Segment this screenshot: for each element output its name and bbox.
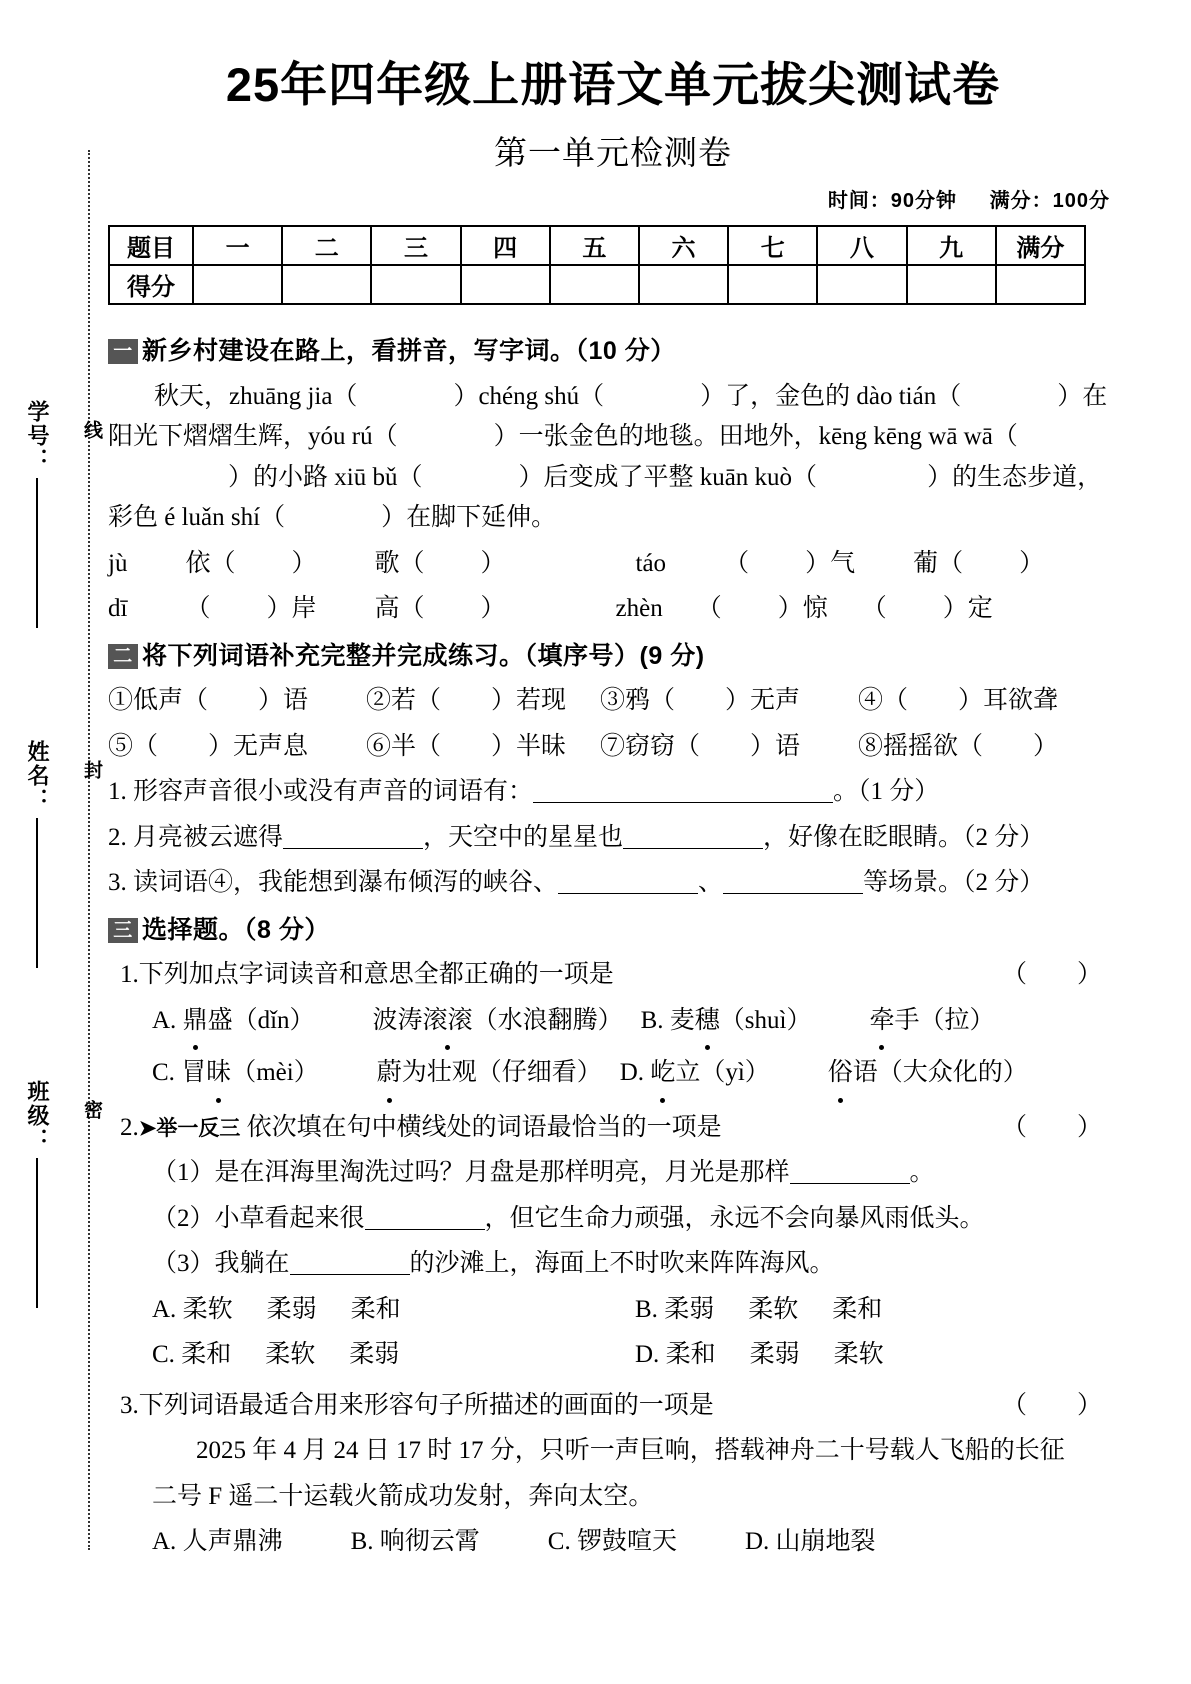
word-gao-pre: 高（ [374,595,425,622]
word-pre: 冒 [181,1059,207,1086]
option-label-d[interactable]: D. [619,1059,645,1086]
idiom-item-3[interactable]: ③鸦（ ）无声 [600,687,801,714]
score-row-label: 题目 [109,226,193,265]
q-number: 3. [108,869,127,896]
answer-blank[interactable] [290,1274,410,1275]
q-text-a: 月亮被云遮得 [133,823,284,851]
field-student-id [22,400,53,628]
total-score-label: 满分：100分 [989,190,1110,212]
section-2-items-row-1 [108,681,1118,722]
q-text: 形容声音很小或没有声音的词语有： [133,778,534,805]
field-class-label: 班级： [25,1080,50,1152]
q-number: 3. [120,1391,139,1419]
sub-text-a: （1）是在洱海里淘洗过吗？月盘是那样明亮，月光是那样 [152,1159,790,1186]
option-d[interactable] [635,1335,1118,1376]
dotted-char: 牵 [869,1001,894,1042]
score-cell[interactable] [550,265,639,304]
option-word: 锣鼓喧天 [576,1528,677,1555]
seal-dotted-line [88,150,90,1550]
option-word-2: 柔弱 [749,1341,800,1368]
option-d-word1 [650,1059,769,1086]
idiom-item-2[interactable]: ②若（ ）若现 [366,687,567,714]
word-post: 语（大众化的） [852,1059,1028,1086]
section-number-3: 三 [108,918,138,943]
dotted-char: 滚滚 [423,1001,473,1042]
word-ge-post: ） [480,549,506,577]
section-2-question-2 [108,818,1118,859]
score-col-6: 六 [639,226,728,265]
dotted-char: 鼎 [183,1001,208,1042]
section-3-question-1 [108,955,1118,996]
answer-blank[interactable] [623,848,763,849]
section-2-items-row-2 [108,727,1118,768]
section-2-question-3 [108,863,1118,904]
pinyin-tao: táo [635,549,667,577]
seal-char-line: 线 [81,420,102,439]
section-points-2: （填序号）(9 分) [524,641,705,670]
option-b[interactable] [635,1290,1118,1331]
q-tail: 。 [833,778,859,805]
word-post: 立（yì） [675,1059,770,1086]
word-post: 手（拉） [894,1006,995,1034]
score-col-9: 九 [907,226,996,265]
option-c[interactable] [152,1335,635,1376]
option-label-d: D. [635,1341,660,1368]
score-col-8: 八 [817,226,906,265]
option-d[interactable] [745,1528,876,1555]
score-cell[interactable] [371,265,460,304]
option-label-b[interactable]: B. [640,1006,664,1034]
field-name-label: 姓名： [25,740,50,812]
answer-blank[interactable] [790,1183,910,1184]
word-pu-pre: 葡（ [913,549,964,577]
score-cell[interactable] [193,265,282,304]
q-text: 依次填在句中横线处的词语最恰当的一项是 [246,1113,722,1141]
para-part: 秋天，zhuāng jia（ [154,382,358,410]
word-ding-pre: （ [861,595,887,622]
idiom-item-6[interactable]: ⑥半（ ）半昧 [366,732,567,760]
option-b-word1 [670,1007,812,1034]
option-b[interactable] [351,1528,480,1555]
para-part: ）在脚下延伸。 [381,504,557,531]
option-word-1: 柔和 [665,1341,716,1368]
section-heading-1 [108,331,1118,372]
score-table [108,225,1086,305]
section-points-1: （10 分） [575,337,676,365]
section-title-1: 新乡村建设在路上，看拼音，写字词。 [142,337,576,365]
section-3-q3-stem-line-1: 2025 年 4 月 24 日 17 时 17 分，只听一声巨响，搭载神舟二十号载人飞船的长征 [196,1437,1065,1464]
dotted-char: 昧 [206,1053,231,1094]
section-3-q3-options [108,1522,1118,1563]
score-col-5: 五 [550,226,639,265]
option-word: 响彻云霄 [379,1528,480,1555]
section-3-q2-options-ab [108,1290,1118,1331]
field-class [22,1080,53,1308]
section-3-question-2 [108,1108,1118,1149]
word-jing-post: ）惊 [777,595,828,622]
q-text: 下列加点字词读音和意思全都正确的一项是 [138,961,614,988]
idiom-item-4[interactable]: ④（ ）耳欲聋 [858,687,1059,714]
idiom-item-5[interactable]: ⑤（ ）无声息 [108,732,309,760]
word-ge-pre: 歌（ [374,549,425,577]
score-cell[interactable] [996,265,1085,304]
score-col-7: 七 [728,226,817,265]
option-label-a: A. [152,1528,177,1555]
option-d-word2 [828,1059,1028,1086]
q-text-a: 读词语④，我能想到瀑布倾泻的峡谷、 [133,869,559,896]
option-a[interactable] [152,1290,635,1331]
q-text: 下列词语最适合用来形容句子所描述的画面的一项是 [138,1391,714,1419]
section-number-2: 二 [108,644,138,669]
word-yi-post: ） [291,549,317,577]
sub-text-a: （3）我躺在 [152,1250,290,1277]
q-points: （2 分） [963,869,1045,896]
section-3-q2-sub-3 [108,1244,1118,1285]
section-1-paragraph [108,377,1118,539]
table-row-scores [109,265,1085,304]
word-pu-post: ） [1019,549,1045,577]
word-an-pre: （ [185,595,211,622]
word-post: （水浪翻腾） [472,1006,623,1034]
section-2-question-1 [108,772,1118,813]
option-word: 山崩地裂 [775,1528,876,1555]
score-cell[interactable] [728,265,817,304]
q-number: 1. [108,778,127,805]
option-b-word2 [869,1007,994,1034]
idiom-item-1[interactable]: ①低声（ ）语 [108,687,309,714]
sub-text-a: （2）小草看起来很 [152,1204,365,1232]
idiom-item-7[interactable]: ⑦窃窃（ ）语 [600,732,801,760]
section-3-q2-sub-1 [108,1153,1118,1194]
option-label-b: B. [350,1528,374,1555]
seal-char-feng: 封 [81,760,102,779]
option-label-b: B. [635,1295,658,1323]
answer-blank[interactable] [365,1229,485,1230]
score-cell[interactable] [817,265,906,304]
para-part: ）后变成了平整 kuān kuò（ [518,463,818,491]
option-word-3: 柔软 [833,1341,884,1368]
seal-char-mi: 密 [81,1100,102,1119]
option-word-1: 柔软 [182,1295,233,1323]
para-part: ）在阳光下熠熠生辉，yóu rú（ [108,382,1108,450]
word-post: 盛（dǐn） [207,1006,315,1034]
section-1-word-row-2 [108,589,1118,630]
section-3-q1-options-ab [108,1001,1118,1042]
dotted-char: 穗 [695,1001,720,1042]
word-post: （mèi） [231,1059,319,1086]
option-a[interactable] [152,1528,283,1555]
answer-box[interactable]: （ ） [1001,961,1102,988]
word-pre: 波涛 [372,1006,423,1034]
table-row-header [109,226,1085,265]
section-3-q1-options-cd [108,1053,1118,1094]
section-heading-3 [108,910,1118,951]
option-label-a[interactable]: A. [152,1006,177,1034]
exam-meta [108,184,1118,213]
section-heading-2 [108,636,1118,677]
option-label-a: A. [152,1295,177,1323]
score-cell[interactable] [461,265,550,304]
dotted-char: 屹 [650,1053,675,1094]
score-cell[interactable] [639,265,728,304]
answer-blank[interactable] [723,893,863,894]
q-text-c: ，好像在眨眼睛。 [763,823,964,851]
option-c-word2 [377,1059,602,1086]
q-text-b: ，天空中的星星也 [423,823,624,851]
page-subtitle: 第一单元检测卷 [494,134,732,171]
dotted-char: 俗 [828,1053,853,1094]
section-3-q3-stem-line-2: 二号 F 遥二十运载火箭成功发射，奔向太空。 [152,1482,654,1510]
score-cell[interactable] [907,265,996,304]
section-title-2: 将下列词语补充完整并完成练习。 [142,641,525,670]
option-word-2: 柔软 [265,1341,316,1368]
field-rule [36,818,38,968]
score-col-4: 四 [461,226,550,265]
option-word-1: 柔和 [181,1341,232,1368]
para-part: ）了，金色的 dào tián（ [700,382,962,410]
q-text-c: 等场景。 [863,869,964,896]
field-rule [36,478,38,628]
answer-box[interactable]: （ ） [1001,1391,1102,1419]
option-label-c: C. [152,1341,175,1368]
option-label-c: C. [547,1528,571,1555]
score-col-2: 二 [282,226,371,265]
word-qi-pre: （ [724,549,750,577]
option-a-word2 [373,1007,623,1034]
option-label-c[interactable]: C. [152,1059,175,1086]
margin-seal-area [0,0,100,1684]
word-jing-pre: （ [696,595,722,622]
pinyin-ju: jù [108,549,128,577]
answer-blank[interactable] [283,848,423,849]
score-col-total: 满分 [996,226,1085,265]
option-word-3: 柔弱 [349,1341,400,1368]
option-word-3: 柔和 [832,1295,883,1323]
section-3-question-3 [108,1386,1118,1427]
section-3-q2-options-cd [108,1335,1118,1376]
word-an-post: ）岸 [266,595,317,622]
option-word-3: 柔和 [350,1295,401,1323]
section-points-3: （8 分） [244,915,330,944]
pinyin-zhen: zhèn [615,595,663,622]
option-label-d: D. [744,1528,770,1555]
juyifansan-badge: ➤举一反三 [138,1116,241,1140]
word-ding-post: ）定 [942,595,993,622]
time-label: 时间：90分钟 [827,190,958,212]
questions-body [108,331,1118,1563]
option-c-word1 [181,1059,319,1086]
word-post: 为壮观（仔细看） [401,1059,602,1086]
idiom-item-8[interactable]: ⑧摇摇欲（ ） [858,732,1059,760]
para-part: ）一张金色的地毯。田地外，kēng kēng wā wā（ [493,423,1018,450]
word-gao-post: ） [480,595,506,622]
field-rule [36,1158,38,1308]
page-title: 25年四年级上册语文单元拔尖测试卷 [225,58,1001,111]
q-text-b: 、 [698,869,724,896]
badge-label: 举一反三 [156,1116,241,1140]
option-c[interactable] [548,1528,677,1555]
score-col-3: 三 [371,226,460,265]
option-word-2: 柔弱 [266,1295,317,1323]
answer-blank[interactable] [533,802,833,803]
answer-box[interactable]: （ ） [1001,1113,1102,1141]
option-word-2: 柔软 [748,1295,799,1323]
section-1-word-row-1 [108,544,1118,585]
dotted-char: 蔚 [377,1053,402,1094]
q-number: 2. [108,823,127,851]
section-number-1: 一 [108,339,138,364]
q-points: （2 分） [963,823,1045,851]
sub-text-b: 。 [909,1159,935,1186]
option-word: 人声鼎沸 [182,1528,283,1555]
word-yi-pre: 依（ [185,549,236,577]
q-number: 1. [120,961,139,988]
para-part: ）的生态步道，彩色 é luǎn shí（ [108,463,1103,531]
option-a-word1 [183,1007,315,1034]
score-row-label-2: 得分 [109,265,193,304]
score-cell[interactable] [282,265,371,304]
word-post: （shuì） [719,1006,812,1034]
word-qi-post: ）气 [805,549,856,577]
field-student-id-label: 学号： [25,400,50,472]
word-pre: 麦 [669,1006,695,1034]
para-part: ）chéng shú（ [453,382,605,410]
q-points: （1 分） [858,778,940,805]
section-3-q2-sub-2 [108,1199,1118,1240]
para-part: ）的小路 xiū bǔ（ [228,463,423,491]
sub-text-b: ，但它生命力顽强，永远不会向暴风雨低头。 [484,1204,985,1232]
pinyin-di: dī [108,595,128,622]
option-word-1: 柔弱 [664,1295,715,1323]
score-col-1: 一 [193,226,282,265]
field-name [22,740,53,968]
paper-content [108,0,1118,1563]
answer-blank[interactable] [558,893,698,894]
q-number: 2. [120,1113,139,1141]
section-title-3: 选择题。 [142,915,245,944]
sub-text-b: 的沙滩上，海面上不时吹来阵阵海风。 [409,1250,835,1277]
